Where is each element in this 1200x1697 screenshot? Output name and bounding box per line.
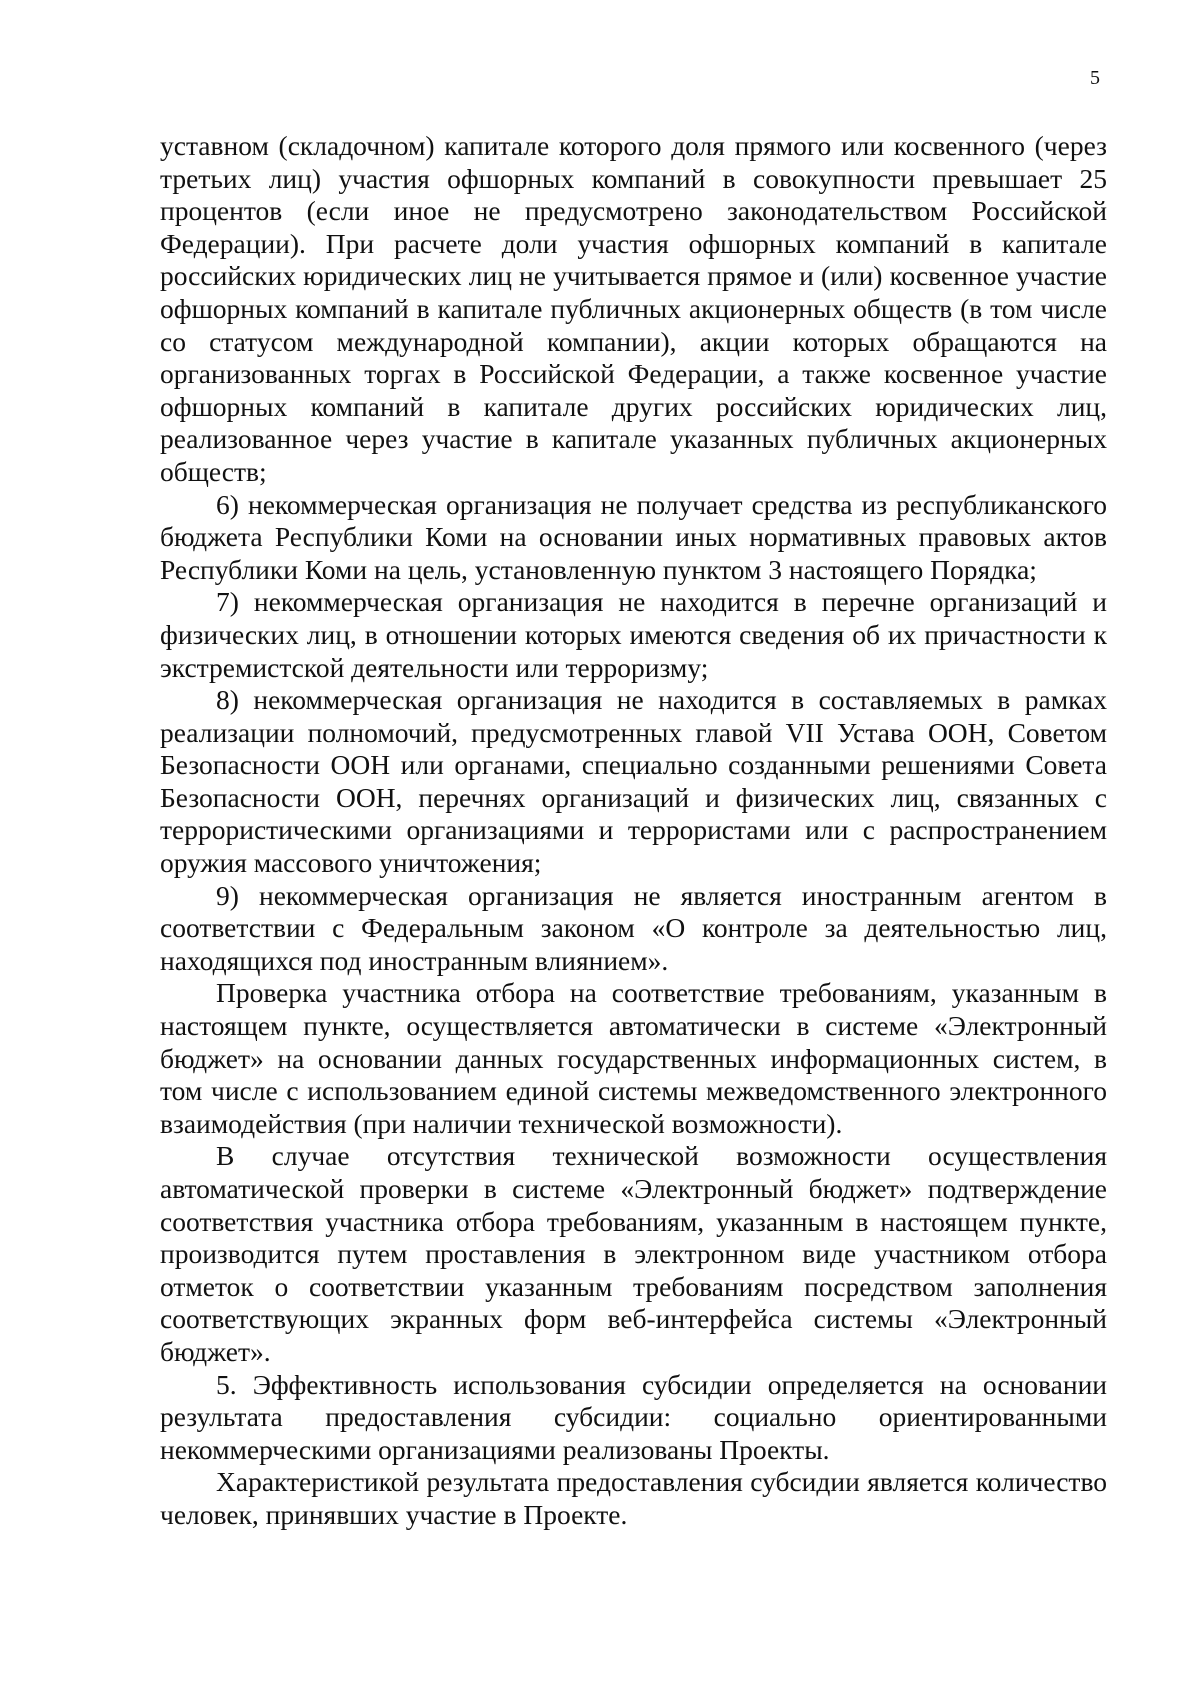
paragraph-item-9: 9) некоммерческая организация не является иностранным агентом в соответствии с Федеральным законом «О контроле за деятельностью лиц, находящихся под иностранным влиянием». <box>160 879 1107 976</box>
paragraph-result-characteristic: Характеристикой результата предоставления субсидии является количество человек, принявших участие в Проекте. <box>160 1466 1107 1530</box>
paragraph-section-5-effectiveness: 5. Эффективность использования субсидии определяется на основании результата предоставления субсидии: социально ориентированными некоммерческими организациями реализованы Проекты. <box>160 1368 1107 1465</box>
page-number: 5 <box>1090 67 1100 89</box>
paragraph-offshore-capital: уставном (складочном) капитале которого доля прямого или косвенного (через третьих лиц) участия офшорных компаний в совокупности превышает 25 процентов (если иное не предусмотрено законодательством Российской Федерации). При расчете доли участия офшорных компаний в капитале российских юридических лиц не учитывается прямое и (или) косвенное участие офшорных компаний в капитале публичных акционерных обществ (в том числе со статусом международной компании), акции которых обращаются на организованных торгах в Российской Федерации, а также косвенное участие офшорных компаний в капитале других российских юридических лиц, реализованное через участие в капитале указанных публичных акционерных обществ; <box>160 130 1107 487</box>
paragraph-manual-check: В случае отсутствия технической возможности осуществления автоматической проверки в системе «Электронный бюджет» подтверждение соответствия участника отбора требованиям, указанным в настоящем пункте, производится путем проставления в электронном виде участником отбора отметок о соответствии указанным требованиям посредством заполнения соответствующих экранных форм веб-интерфейса системы «Электронный бюджет». <box>160 1140 1107 1367</box>
paragraph-automatic-check: Проверка участника отбора на соответствие требованиям, указанным в настоящем пункте, осуществляется автоматически в системе «Электронный бюджет» на основании данных государственных информационных систем, в том числе с использованием единой системы межведомственного электронного взаимодействия (при наличии технической возможности). <box>160 977 1107 1139</box>
document-body <box>160 130 1107 1532</box>
paragraph-item-6: 6) некоммерческая организация не получает средства из республиканского бюджета Республики Коми на основании иных нормативных правовых актов Республики Коми на цель, установленную пунктом 3 настоящего Порядка; <box>160 488 1107 585</box>
paragraph-item-8: 8) некоммерческая организация не находится в составляемых в рамках реализации полномочий, предусмотренных главой VII Устава ООН, Советом Безопасности ООН или органами, специально созданными решениями Совета Безопасности ООН, перечнях организаций и физических лиц, связанных с террористическими организациями и террористами или с распространением оружия массового уничтожения; <box>160 684 1107 879</box>
paragraph-item-7: 7) некоммерческая организация не находится в перечне организаций и физических лиц, в отношении которых имеются сведения об их причастности к экстремистской деятельности или терроризму; <box>160 586 1107 683</box>
